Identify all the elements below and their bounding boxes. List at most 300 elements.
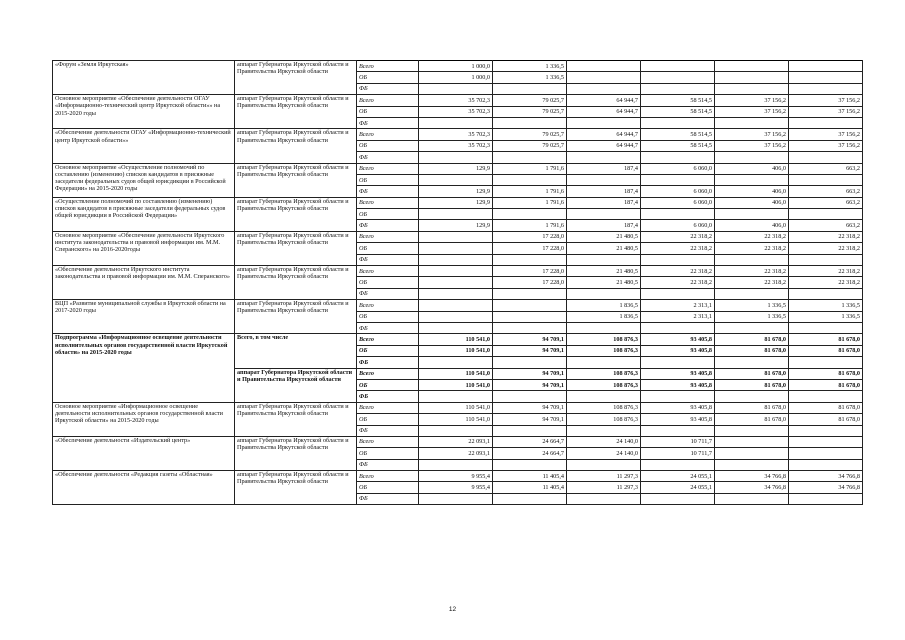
amount-cell-year-6: 37 156,2 xyxy=(789,140,863,151)
funding-source-cell: ОБ xyxy=(357,209,419,220)
amount-cell-year-3 xyxy=(567,83,641,94)
amount-cell-year-5 xyxy=(715,493,789,504)
amount-cell-year-2: 1 791,6 xyxy=(493,220,567,231)
responsible-org-cell: аппарат Губернатора Иркутской области и Правительства Иркутской области xyxy=(235,61,357,95)
amount-cell-year-1: 35 702,3 xyxy=(419,129,493,140)
amount-cell-year-3 xyxy=(567,152,641,163)
amount-cell-year-6 xyxy=(789,436,863,447)
amount-cell-year-6: 22 318,2 xyxy=(789,266,863,277)
responsible-org-cell: аппарат Губернатора Иркутской области и Правительства Иркутской области xyxy=(235,402,357,436)
amount-cell-year-5: 1 336,5 xyxy=(715,311,789,322)
responsible-org-cell: аппарат Губернатора Иркутской области и Правительства Иркутской области xyxy=(235,436,357,470)
amount-cell-year-3: 64 944,7 xyxy=(567,129,641,140)
funding-source-cell: ФБ xyxy=(357,83,419,94)
responsible-org-cell: аппарат Губернатора Иркутской области и Правительства Иркутской области xyxy=(235,197,357,231)
amount-cell-year-2: 79 025,7 xyxy=(493,129,567,140)
amount-cell-year-6 xyxy=(789,83,863,94)
amount-cell-year-1: 9 955,4 xyxy=(419,482,493,493)
amount-cell-year-3: 11 297,3 xyxy=(567,482,641,493)
amount-cell-year-3 xyxy=(567,174,641,185)
amount-cell-year-4: 24 055,1 xyxy=(641,482,715,493)
amount-cell-year-1 xyxy=(419,391,493,402)
amount-cell-year-3: 1 836,5 xyxy=(567,300,641,311)
funding-source-cell: ФБ xyxy=(357,254,419,265)
responsible-org-cell: аппарат Губернатора Иркутской области и Правительства Иркутской области xyxy=(235,471,357,505)
amount-cell-year-6: 37 156,2 xyxy=(789,95,863,106)
amount-cell-year-4 xyxy=(641,61,715,72)
amount-cell-year-3: 21 480,5 xyxy=(567,277,641,288)
amount-cell-year-6: 22 318,2 xyxy=(789,243,863,254)
amount-cell-year-2: 79 025,7 xyxy=(493,95,567,106)
funding-source-cell: ОБ xyxy=(357,243,419,254)
amount-cell-year-4 xyxy=(641,174,715,185)
amount-cell-year-1: 110 541,0 xyxy=(419,402,493,413)
amount-cell-year-1: 35 702,3 xyxy=(419,95,493,106)
amount-cell-year-3 xyxy=(567,425,641,436)
amount-cell-year-1 xyxy=(419,117,493,128)
amount-cell-year-6 xyxy=(789,288,863,299)
amount-cell-year-2 xyxy=(493,391,567,402)
amount-cell-year-5: 406,0 xyxy=(715,220,789,231)
budget-table-body xyxy=(53,61,863,505)
amount-cell-year-2: 24 664,7 xyxy=(493,436,567,447)
funding-source-cell: ОБ xyxy=(357,174,419,185)
amount-cell-year-4 xyxy=(641,254,715,265)
amount-cell-year-5: 34 766,8 xyxy=(715,482,789,493)
amount-cell-year-5 xyxy=(715,117,789,128)
table-row xyxy=(53,95,863,106)
amount-cell-year-2: 11 405,4 xyxy=(493,482,567,493)
funding-source-cell: Всего xyxy=(357,436,419,447)
amount-cell-year-5: 37 156,2 xyxy=(715,129,789,140)
funding-source-cell: Всего xyxy=(357,163,419,174)
amount-cell-year-2: 94 709,1 xyxy=(493,414,567,425)
amount-cell-year-4: 58 514,5 xyxy=(641,106,715,117)
table-row xyxy=(53,61,863,72)
funding-source-cell: ФБ xyxy=(357,322,419,333)
amount-cell-year-4 xyxy=(641,72,715,83)
amount-cell-year-3 xyxy=(567,254,641,265)
amount-cell-year-1 xyxy=(419,322,493,333)
amount-cell-year-2: 17 228,0 xyxy=(493,243,567,254)
amount-cell-year-6: 81 678,0 xyxy=(789,368,863,379)
amount-cell-year-6: 81 678,0 xyxy=(789,345,863,356)
amount-cell-year-1: 22 093,1 xyxy=(419,448,493,459)
amount-cell-year-1: 129,9 xyxy=(419,220,493,231)
amount-cell-year-2 xyxy=(493,152,567,163)
amount-cell-year-6 xyxy=(789,448,863,459)
amount-cell-year-2 xyxy=(493,459,567,470)
amount-cell-year-5 xyxy=(715,357,789,368)
amount-cell-year-1 xyxy=(419,459,493,470)
amount-cell-year-6: 663,2 xyxy=(789,197,863,208)
amount-cell-year-6: 34 766,8 xyxy=(789,471,863,482)
funding-source-cell: ОБ xyxy=(357,379,419,390)
amount-cell-year-2: 94 709,1 xyxy=(493,402,567,413)
amount-cell-year-1 xyxy=(419,209,493,220)
amount-cell-year-6: 1 336,5 xyxy=(789,311,863,322)
responsible-org-cell: аппарат Губернатора Иркутской области и Правительства Иркутской области xyxy=(235,266,357,300)
amount-cell-year-6: 81 678,0 xyxy=(789,334,863,345)
amount-cell-year-5: 406,0 xyxy=(715,197,789,208)
funding-source-cell: Всего xyxy=(357,471,419,482)
amount-cell-year-2: 1 336,5 xyxy=(493,72,567,83)
amount-cell-year-3: 24 140,0 xyxy=(567,448,641,459)
amount-cell-year-6 xyxy=(789,391,863,402)
amount-cell-year-4: 10 711,7 xyxy=(641,436,715,447)
responsible-org-cell: аппарат Губернатора Иркутской области и Правительства Иркутской области xyxy=(235,231,357,265)
activity-name-cell: «Обеспечение деятельности «Издательский центр» xyxy=(53,436,235,470)
responsible-org-cell: аппарат Губернатора Иркутской области и Правительства Иркутской области xyxy=(235,163,357,197)
amount-cell-year-1 xyxy=(419,425,493,436)
amount-cell-year-4: 93 405,8 xyxy=(641,379,715,390)
amount-cell-year-4 xyxy=(641,117,715,128)
amount-cell-year-4: 22 318,2 xyxy=(641,243,715,254)
amount-cell-year-5: 81 678,0 xyxy=(715,345,789,356)
amount-cell-year-2: 17 228,0 xyxy=(493,277,567,288)
amount-cell-year-5 xyxy=(715,61,789,72)
activity-name-cell: Основное мероприятие «Информационное освещение деятельности исполнительных органов государственной власти Иркутской области» на 2015-2020 годы xyxy=(53,402,235,436)
amount-cell-year-3 xyxy=(567,493,641,504)
amount-cell-year-2: 1 791,6 xyxy=(493,186,567,197)
amount-cell-year-2: 17 228,0 xyxy=(493,231,567,242)
amount-cell-year-3: 11 297,3 xyxy=(567,471,641,482)
funding-source-cell: ФБ xyxy=(357,186,419,197)
amount-cell-year-4 xyxy=(641,152,715,163)
amount-cell-year-4: 6 060,0 xyxy=(641,197,715,208)
funding-source-cell: Всего xyxy=(357,266,419,277)
amount-cell-year-2: 17 228,0 xyxy=(493,266,567,277)
activity-name-cell: Подпрограмма «Информационное освещение деятельности исполнительных органов государственной власти Иркутской области» на 2015-2020 годы xyxy=(53,334,235,402)
amount-cell-year-4: 2 313,1 xyxy=(641,300,715,311)
amount-cell-year-5: 81 678,0 xyxy=(715,379,789,390)
amount-cell-year-4 xyxy=(641,459,715,470)
table-row xyxy=(53,129,863,140)
amount-cell-year-1: 22 093,1 xyxy=(419,436,493,447)
amount-cell-year-5: 81 678,0 xyxy=(715,402,789,413)
amount-cell-year-1 xyxy=(419,288,493,299)
amount-cell-year-4: 24 055,1 xyxy=(641,471,715,482)
amount-cell-year-2 xyxy=(493,288,567,299)
amount-cell-year-1 xyxy=(419,254,493,265)
amount-cell-year-3: 64 944,7 xyxy=(567,106,641,117)
amount-cell-year-3 xyxy=(567,288,641,299)
amount-cell-year-2: 1 791,6 xyxy=(493,163,567,174)
amount-cell-year-3 xyxy=(567,322,641,333)
amount-cell-year-4: 93 405,8 xyxy=(641,334,715,345)
amount-cell-year-6: 81 678,0 xyxy=(789,414,863,425)
amount-cell-year-4 xyxy=(641,493,715,504)
amount-cell-year-2: 94 709,1 xyxy=(493,345,567,356)
amount-cell-year-4: 93 405,8 xyxy=(641,414,715,425)
activity-name-cell: ВЦП «Развитие муниципальной службы в Иркутской области на 2017-2020 годы xyxy=(53,300,235,334)
amount-cell-year-2: 24 664,7 xyxy=(493,448,567,459)
amount-cell-year-6: 81 678,0 xyxy=(789,379,863,390)
amount-cell-year-2 xyxy=(493,322,567,333)
amount-cell-year-1: 1 000,0 xyxy=(419,61,493,72)
amount-cell-year-5 xyxy=(715,83,789,94)
funding-source-cell: ОБ xyxy=(357,106,419,117)
amount-cell-year-6 xyxy=(789,425,863,436)
budget-table xyxy=(52,60,863,505)
amount-cell-year-6: 37 156,2 xyxy=(789,129,863,140)
amount-cell-year-3 xyxy=(567,459,641,470)
amount-cell-year-6 xyxy=(789,322,863,333)
funding-source-cell: ФБ xyxy=(357,425,419,436)
amount-cell-year-1 xyxy=(419,83,493,94)
table-row xyxy=(53,402,863,413)
funding-source-cell: Всего xyxy=(357,95,419,106)
amount-cell-year-3 xyxy=(567,209,641,220)
amount-cell-year-5 xyxy=(715,425,789,436)
amount-cell-year-6: 34 766,8 xyxy=(789,482,863,493)
amount-cell-year-3: 108 876,3 xyxy=(567,402,641,413)
amount-cell-year-4: 58 514,5 xyxy=(641,95,715,106)
responsible-org-cell: аппарат Губернатора Иркутской области и Правительства Иркутской области xyxy=(235,300,357,334)
amount-cell-year-4: 22 318,2 xyxy=(641,231,715,242)
amount-cell-year-6 xyxy=(789,174,863,185)
funding-source-cell: ФБ xyxy=(357,288,419,299)
amount-cell-year-5: 1 336,5 xyxy=(715,300,789,311)
table-row xyxy=(53,231,863,242)
amount-cell-year-4 xyxy=(641,391,715,402)
amount-cell-year-5: 406,0 xyxy=(715,163,789,174)
funding-source-cell: ОБ xyxy=(357,72,419,83)
amount-cell-year-4: 22 318,2 xyxy=(641,266,715,277)
amount-cell-year-1: 35 702,3 xyxy=(419,140,493,151)
amount-cell-year-1: 110 541,0 xyxy=(419,379,493,390)
amount-cell-year-3: 64 944,7 xyxy=(567,140,641,151)
funding-source-cell: ОБ xyxy=(357,311,419,322)
funding-source-cell: Всего xyxy=(357,300,419,311)
responsible-org-cell: Всего, в том числе xyxy=(235,334,357,368)
activity-name-cell: Основное мероприятие «Обеспечение деятельности ОГАУ «Информационно-технический центр Иркутской области»» на 2015-2020 годы xyxy=(53,95,235,129)
amount-cell-year-3: 108 876,3 xyxy=(567,345,641,356)
amount-cell-year-3 xyxy=(567,72,641,83)
amount-cell-year-4 xyxy=(641,83,715,94)
amount-cell-year-3: 21 480,5 xyxy=(567,243,641,254)
funding-source-cell: Всего xyxy=(357,334,419,345)
amount-cell-year-5 xyxy=(715,448,789,459)
funding-source-cell: ОБ xyxy=(357,448,419,459)
amount-cell-year-1: 9 955,4 xyxy=(419,471,493,482)
amount-cell-year-1 xyxy=(419,152,493,163)
amount-cell-year-2 xyxy=(493,83,567,94)
amount-cell-year-3 xyxy=(567,357,641,368)
table-row xyxy=(53,471,863,482)
amount-cell-year-6 xyxy=(789,459,863,470)
funding-source-cell: Всего xyxy=(357,368,419,379)
amount-cell-year-4: 22 318,2 xyxy=(641,277,715,288)
amount-cell-year-2: 94 709,1 xyxy=(493,368,567,379)
amount-cell-year-6 xyxy=(789,357,863,368)
amount-cell-year-2: 94 709,1 xyxy=(493,334,567,345)
amount-cell-year-3: 24 140,0 xyxy=(567,436,641,447)
amount-cell-year-3 xyxy=(567,61,641,72)
amount-cell-year-3: 187,4 xyxy=(567,163,641,174)
amount-cell-year-6: 37 156,2 xyxy=(789,106,863,117)
amount-cell-year-3: 187,4 xyxy=(567,186,641,197)
amount-cell-year-5 xyxy=(715,322,789,333)
amount-cell-year-3: 1 836,5 xyxy=(567,311,641,322)
responsible-org-cell: аппарат Губернатора Иркутской области и Правительства Иркутской области xyxy=(235,95,357,129)
amount-cell-year-4: 6 060,0 xyxy=(641,163,715,174)
activity-name-cell: «Осуществление полномочий по составлению (изменению) списков кандидатов в присяжные заседатели федеральных судов общей юрисдикции в Российской Федерации» xyxy=(53,197,235,231)
funding-source-cell: ОБ xyxy=(357,482,419,493)
amount-cell-year-5 xyxy=(715,254,789,265)
amount-cell-year-1 xyxy=(419,243,493,254)
funding-source-cell: ОБ xyxy=(357,277,419,288)
amount-cell-year-6 xyxy=(789,72,863,83)
amount-cell-year-5 xyxy=(715,209,789,220)
activity-name-cell: «Обеспечение деятельности «Редакция газеты «Областная» xyxy=(53,471,235,505)
funding-source-cell: ОБ xyxy=(357,414,419,425)
amount-cell-year-3 xyxy=(567,391,641,402)
amount-cell-year-6 xyxy=(789,61,863,72)
amount-cell-year-1: 129,9 xyxy=(419,163,493,174)
amount-cell-year-5 xyxy=(715,174,789,185)
amount-cell-year-1 xyxy=(419,174,493,185)
amount-cell-year-2 xyxy=(493,357,567,368)
amount-cell-year-5 xyxy=(715,72,789,83)
amount-cell-year-5: 22 318,2 xyxy=(715,243,789,254)
amount-cell-year-2: 94 709,1 xyxy=(493,379,567,390)
amount-cell-year-2 xyxy=(493,493,567,504)
amount-cell-year-2 xyxy=(493,117,567,128)
amount-cell-year-4 xyxy=(641,209,715,220)
amount-cell-year-1: 129,9 xyxy=(419,197,493,208)
amount-cell-year-3: 108 876,3 xyxy=(567,368,641,379)
amount-cell-year-2 xyxy=(493,174,567,185)
amount-cell-year-5 xyxy=(715,459,789,470)
table-row xyxy=(53,334,863,345)
amount-cell-year-1 xyxy=(419,277,493,288)
activity-name-cell: «Обеспечение деятельности Иркутского института законодательства и правовой информации им. М.М. Сперанского» xyxy=(53,266,235,300)
funding-source-cell: ОБ xyxy=(357,140,419,151)
amount-cell-year-5: 406,0 xyxy=(715,186,789,197)
amount-cell-year-4: 2 313,1 xyxy=(641,311,715,322)
amount-cell-year-4: 6 060,0 xyxy=(641,220,715,231)
amount-cell-year-1: 1 000,0 xyxy=(419,72,493,83)
amount-cell-year-3: 21 480,5 xyxy=(567,266,641,277)
amount-cell-year-6: 22 318,2 xyxy=(789,231,863,242)
funding-source-cell: ОБ xyxy=(357,345,419,356)
amount-cell-year-5: 37 156,2 xyxy=(715,106,789,117)
amount-cell-year-5: 81 678,0 xyxy=(715,414,789,425)
amount-cell-year-3: 187,4 xyxy=(567,220,641,231)
amount-cell-year-4: 10 711,7 xyxy=(641,448,715,459)
amount-cell-year-5 xyxy=(715,436,789,447)
table-row xyxy=(53,436,863,447)
amount-cell-year-6: 663,2 xyxy=(789,220,863,231)
amount-cell-year-5 xyxy=(715,152,789,163)
amount-cell-year-6 xyxy=(789,117,863,128)
amount-cell-year-5 xyxy=(715,391,789,402)
funding-source-cell: ФБ xyxy=(357,117,419,128)
amount-cell-year-6: 663,2 xyxy=(789,163,863,174)
amount-cell-year-6 xyxy=(789,254,863,265)
amount-cell-year-4: 93 405,8 xyxy=(641,345,715,356)
amount-cell-year-3: 108 876,3 xyxy=(567,414,641,425)
funding-source-cell: ФБ xyxy=(357,459,419,470)
amount-cell-year-1: 110 541,0 xyxy=(419,414,493,425)
amount-cell-year-6: 22 318,2 xyxy=(789,277,863,288)
amount-cell-year-5 xyxy=(715,288,789,299)
responsible-org-cell: аппарат Губернатора Иркутской области и Правительства Иркутской области xyxy=(235,129,357,163)
amount-cell-year-6: 663,2 xyxy=(789,186,863,197)
funding-source-cell: ФБ xyxy=(357,493,419,504)
funding-source-cell: ФБ xyxy=(357,220,419,231)
table-row xyxy=(53,163,863,174)
amount-cell-year-2 xyxy=(493,300,567,311)
amount-cell-year-5: 37 156,2 xyxy=(715,95,789,106)
activity-name-cell: Основное мероприятие «Обеспечение деятельности Иркутского института законодательства и правовой информации им. М.М. Сперанского» на 2016-2020годы xyxy=(53,231,235,265)
amount-cell-year-2: 11 405,4 xyxy=(493,471,567,482)
amount-cell-year-1 xyxy=(419,266,493,277)
amount-cell-year-2 xyxy=(493,254,567,265)
amount-cell-year-1: 110 541,0 xyxy=(419,345,493,356)
amount-cell-year-4 xyxy=(641,425,715,436)
table-row xyxy=(53,300,863,311)
amount-cell-year-6: 1 336,5 xyxy=(789,300,863,311)
amount-cell-year-2 xyxy=(493,425,567,436)
funding-source-cell: Всего xyxy=(357,402,419,413)
activity-name-cell: «Форум «Земля Иркутская» xyxy=(53,61,235,95)
amount-cell-year-1 xyxy=(419,231,493,242)
amount-cell-year-1 xyxy=(419,300,493,311)
amount-cell-year-2: 79 025,7 xyxy=(493,106,567,117)
amount-cell-year-5: 81 678,0 xyxy=(715,334,789,345)
amount-cell-year-1 xyxy=(419,311,493,322)
activity-name-cell: Основное мероприятие «Осуществление полномочий по составлению (изменению) списков кандидатов в присяжные заседатели федеральных судов общей юрисдикции в Российской Федерации» на 2015-2020 годы xyxy=(53,163,235,197)
amount-cell-year-5: 22 318,2 xyxy=(715,277,789,288)
amount-cell-year-3: 187,4 xyxy=(567,197,641,208)
amount-cell-year-1: 110 541,0 xyxy=(419,368,493,379)
funding-source-cell: Всего xyxy=(357,61,419,72)
amount-cell-year-5: 22 318,2 xyxy=(715,231,789,242)
amount-cell-year-4 xyxy=(641,288,715,299)
funding-source-cell: Всего xyxy=(357,129,419,140)
table-row xyxy=(53,266,863,277)
amount-cell-year-5: 34 766,8 xyxy=(715,471,789,482)
table-row xyxy=(53,197,863,208)
amount-cell-year-1: 35 702,3 xyxy=(419,106,493,117)
responsible-org-cell: аппарат Губернатора Иркутской области и Правительства Иркутской области xyxy=(235,368,357,402)
funding-source-cell: Всего xyxy=(357,197,419,208)
amount-cell-year-3: 21 480,5 xyxy=(567,231,641,242)
funding-source-cell: ФБ xyxy=(357,391,419,402)
amount-cell-year-4: 6 060,0 xyxy=(641,186,715,197)
amount-cell-year-6 xyxy=(789,493,863,504)
amount-cell-year-1: 110 541,0 xyxy=(419,334,493,345)
funding-source-cell: ФБ xyxy=(357,152,419,163)
amount-cell-year-6: 81 678,0 xyxy=(789,402,863,413)
amount-cell-year-4: 58 514,5 xyxy=(641,129,715,140)
amount-cell-year-2: 1 791,6 xyxy=(493,197,567,208)
funding-source-cell: ФБ xyxy=(357,357,419,368)
amount-cell-year-6 xyxy=(789,152,863,163)
funding-source-cell: Всего xyxy=(357,231,419,242)
amount-cell-year-2: 79 025,7 xyxy=(493,140,567,151)
amount-cell-year-4: 93 405,8 xyxy=(641,402,715,413)
amount-cell-year-6 xyxy=(789,209,863,220)
amount-cell-year-3 xyxy=(567,117,641,128)
amount-cell-year-5: 81 678,0 xyxy=(715,368,789,379)
amount-cell-year-1 xyxy=(419,493,493,504)
amount-cell-year-4 xyxy=(641,357,715,368)
amount-cell-year-4: 93 405,8 xyxy=(641,368,715,379)
amount-cell-year-2 xyxy=(493,209,567,220)
